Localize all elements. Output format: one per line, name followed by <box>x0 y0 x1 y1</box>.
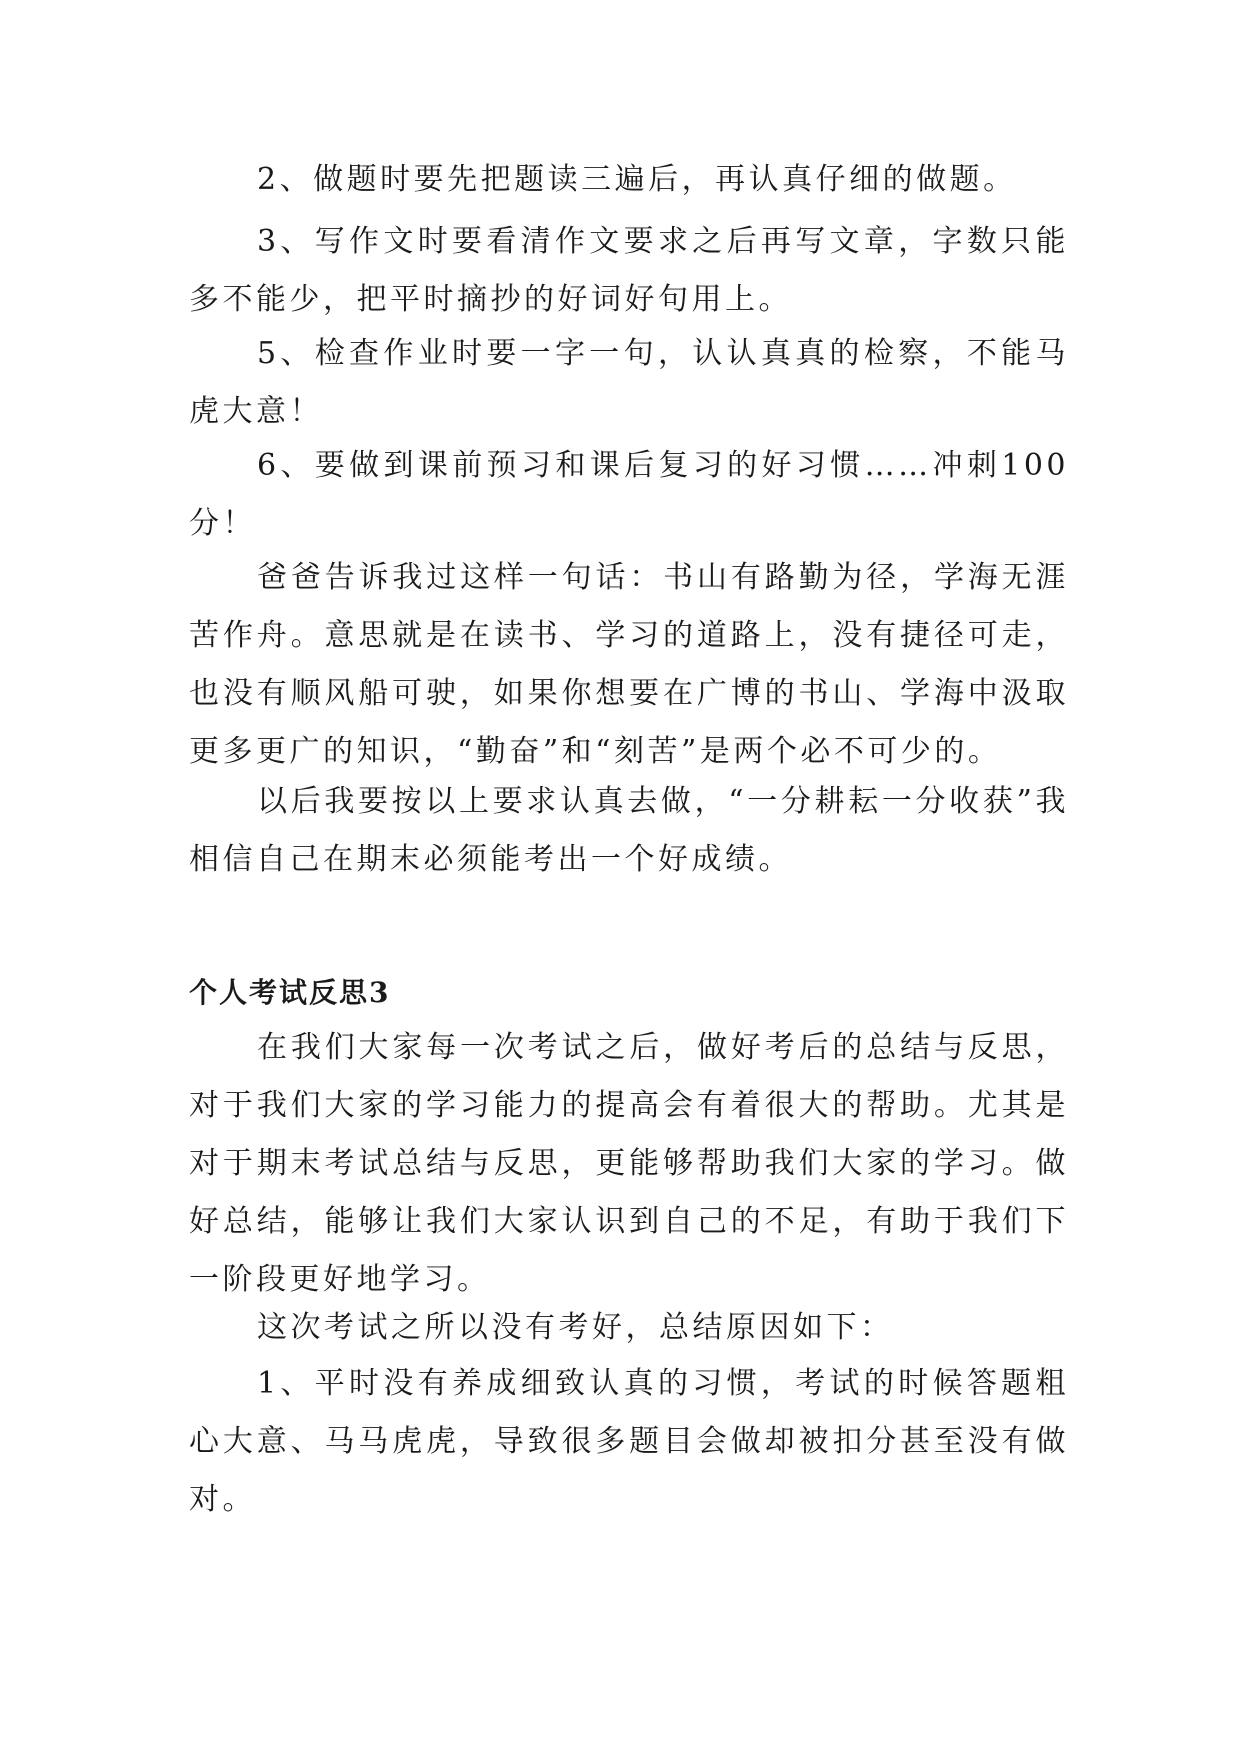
paragraph-item-3: 3、写作文时要看清作文要求之后再写文章，字数只能多不能少，把平时摘抄的好词好句用上。 <box>189 224 1069 317</box>
paragraph-item-2: 2、做题时要先把题读三遍后，再认真仔细的做题。 <box>257 162 1017 197</box>
paragraph-father-saying: 爸爸告诉我过这样一句话：书山有路勤为径，学海无涯苦作舟。意思就是在读书、学习的道路上，没有捷径可走，也没有顺风船可驶，如果你想要在广博的书山、学海中汲取更多更广的知识，“勤奋”和“刻苦”是两个必不可少的。 <box>189 560 1069 769</box>
paragraph-future-plan: 以后我要按以上要求认真去做，“一分耕耘一分收获”我相信自己在期末必须能考出一个好成绩。 <box>189 784 1069 877</box>
paragraph-reason-1: 1、平时没有养成细致认真的习惯，考试的时候答题粗心大意、马马虎虎，导致很多题目会做却被扣分甚至没有做对。 <box>189 1366 1069 1517</box>
paragraph-item-6: 6、要做到课前预习和课后复习的好习惯……冲刺100分！ <box>189 448 1069 541</box>
section-heading: 个人考试反思3 <box>189 976 391 1009</box>
paragraph-item-5: 5、检查作业时要一字一句，认认真真的检察，不能马虎大意！ <box>189 336 1069 429</box>
paragraph-reason-lead: 这次考试之所以没有考好，总结原因如下： <box>257 1310 894 1345</box>
paragraph-intro: 在我们大家每一次考试之后，做好考后的总结与反思，对于我们大家的学习能力的提高会有着很大的帮助。尤其是对于期末考试总结与反思，更能够帮助我们大家的学习。做好总结，能够让我们大家认识到自己的不足，有助于我们下一阶段更好地学习。 <box>189 1030 1069 1297</box>
